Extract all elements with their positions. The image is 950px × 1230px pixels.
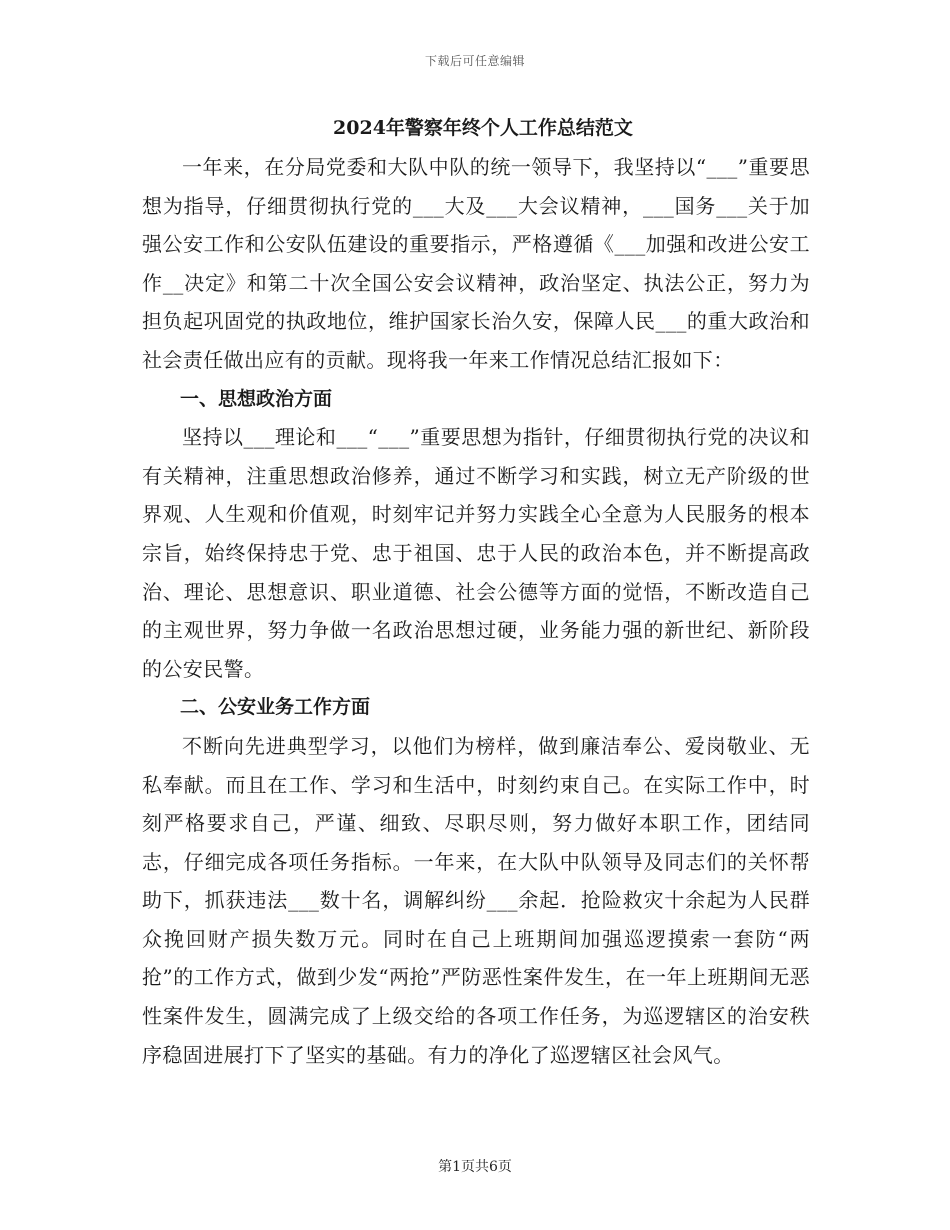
section-body-police-work: 不断向先进典型学习，以他们为榜样，做到廉洁奉公、爱岗敬业、无私奉献。而且在工作、学习和生活中，时刻约束自己。在实际工作中，时刻严格要求自己，严谨、细致、尽职尽则，努力做好本职工作，团结同志，仔细完成各项任务指标。一年来，在大队中队领导及同志们的关怀帮助下，抓获违法___数十名，调解纠纷___余起．抢险救灾十余起为人民群众挽回财产损失数万元。同时在自己上班期间加强巡逻摸索一套防“两抢”的工作方式，做到少发“两抢”严防恶性案件发生，在一年上班期间无恶性案件发生，圆满完成了上级交给的各项工作任务，为巡逻辖区的治安秩序稳固进展打下了坚实的基础。有力的净化了巡逻辖区社会风气。 [142,733,810,1067]
document-title: 2024年警察年终个人工作总结范文 [333,117,633,139]
section-heading-police-work: 二、公安业务工作方面 [180,696,371,719]
document-body [142,110,810,1074]
page-number: 第1页共6页 [438,1159,512,1175]
intro-paragraph: 一年来，在分局党委和大队中队的统一领导下，我坚持以“___”重要思想为指导，仔细贯彻执行党的___大及___大会议精神，___国务___关于加强公安工作和公安队伍建设的重要指示，严格遵循《___加强和改进公安工作__决定》和第二十次全国公安会议精神，政治坚定、执法公正，努力为担负起巩固党的执政地位，维护国家长治久安，保障人民___的重大政治和社会责任做出应有的贡献。现将我一年来工作情况总结汇报如下： [142,155,810,372]
page-header-note: 下载后可任意编辑 [424,54,525,68]
section-heading-political: 一、思想政治方面 [180,387,333,410]
section-body-political: 坚持以___理论和___“___”重要思想为指针，仔细贯彻执行党的决议和有关精神，注重思想政治修养，通过不断学习和实践，树立无产阶级的世界观、人生观和价值观，时刻牢记并努力实践全心全意为人民服务的根本宗旨，始终保持忠于党、忠于祖国、忠于人民的政治本色，并不断提高政治、理论、思想意识、职业道德、社会公德等方面的觉悟，不断改造自己的主观世界，努力争做一名政治思想过硬，业务能力强的新世纪、新阶段的公安民警。 [142,425,810,681]
